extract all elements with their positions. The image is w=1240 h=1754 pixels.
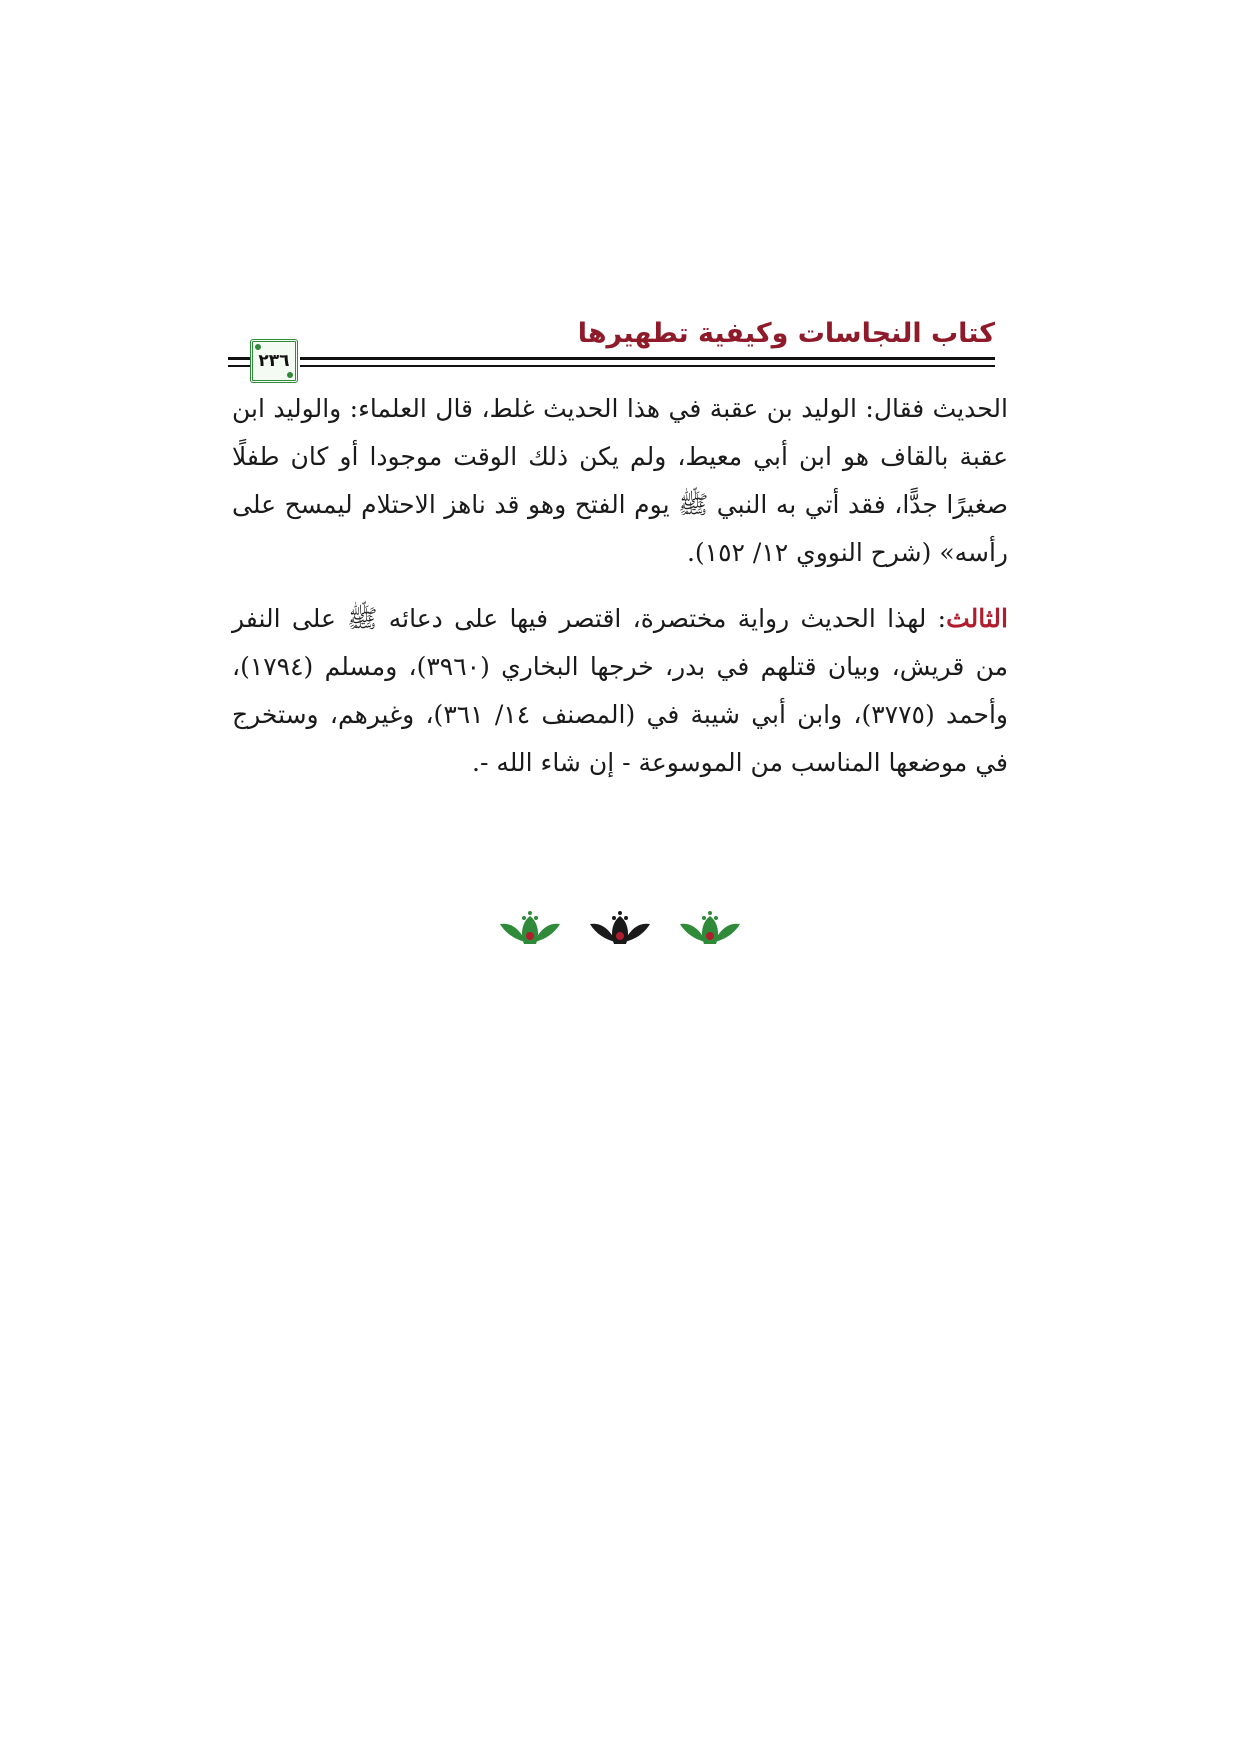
floral-ornament-icon [588, 910, 652, 950]
section-end-ornaments [0, 910, 1240, 950]
paragraph-2-lead: الثالث [946, 604, 1008, 633]
floral-ornament-icon [678, 910, 742, 950]
page-number-badge [250, 339, 298, 383]
floral-ornament-icon [498, 910, 562, 950]
paragraph-2-text: : لهذا الحديث رواية مختصرة، اقتصر فيها على دعائه ﷺ على النفر من قريش، وبيان قتلهم في بدر، خرجها البخاري (٣٩٦٠)، ومسلم (١٧٩٤)، وأحمد (٣٧٧٥)، وابن أبي شيبة في (المصنف ١٤/ ٣٦١)، وغيرهم، وستخرج في موضعها المناسب من الموسوعة - إن شاء الله -. [232, 604, 1009, 777]
page-number: ٢٣٦ [258, 351, 290, 371]
main-text [232, 385, 1008, 787]
paragraph-2 [232, 595, 1008, 787]
header-rule-left-bottom [228, 365, 252, 367]
running-title: كتاب النجاسات وكيفية تطهيرها [577, 318, 995, 349]
header-rule-bottom [300, 365, 995, 367]
header-rule-left-top [228, 357, 252, 360]
paragraph-1: الحديث فقال: الوليد بن عقبة في هذا الحديث غلط، قال العلماء: والوليد ابن عقبة بالقاف هو ابن أبي معيط، ولم يكن ذلك الوقت موجودا أو كان طفلًا صغيرًا جدًّا، فقد أتي به النبي ﷺ يوم الفتح وهو قد ناهز الاحتلام ليمسح على رأسه» (شرح النووي ١٢/ ١٥٢). [232, 394, 1008, 567]
header-rule-top [300, 357, 995, 360]
